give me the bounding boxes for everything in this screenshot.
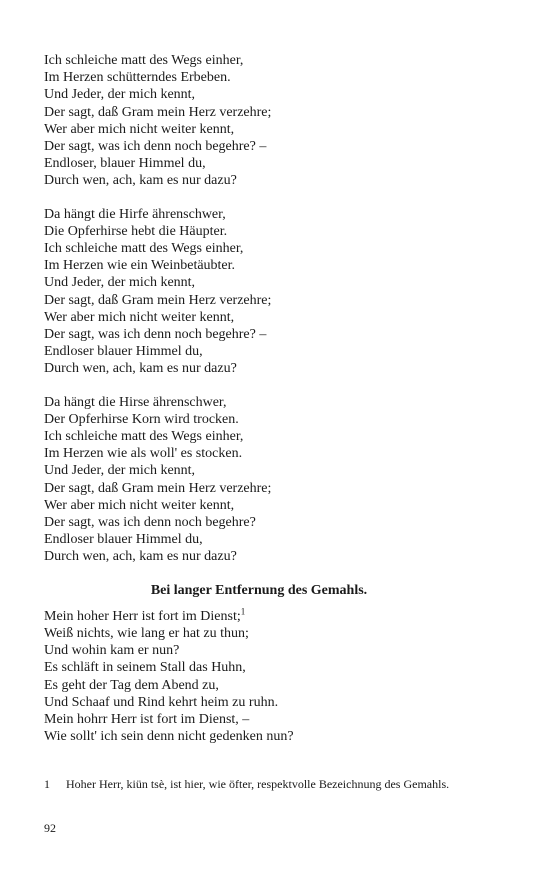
verse-line: Der Opferhirse Korn wird trocken.	[44, 411, 239, 427]
verse-line: Im Herzen wie als woll' es stocken.	[44, 446, 243, 462]
page-number: 92	[44, 821, 56, 835]
verse-line: Durch wen, ach, kam es nur dazu?	[44, 361, 237, 377]
verse-line: Wer aber mich nicht weiter kennt,	[44, 121, 235, 137]
verse-line: Wer aber mich nicht weiter kennt,	[44, 497, 235, 513]
verse-line: Ich schleiche matt des Wegs einher,	[44, 429, 244, 445]
verse-line: Da hängt die Hirse ährenschwer,	[44, 394, 227, 410]
verse-line: Wer aber mich nicht weiter kennt,	[44, 309, 235, 325]
page-body	[44, 52, 474, 761]
verse-line: Endloser blauer Himmel du,	[44, 532, 203, 548]
verse-line: Der sagt, was ich denn noch begehre? –	[44, 139, 267, 155]
verse-line: Mein hohrr Herr ist fort im Dienst, –	[44, 711, 250, 727]
verse-line: Ich schleiche matt des Wegs einher,	[44, 53, 244, 68]
verse-line: Und Jeder, der mich kennt,	[44, 87, 196, 103]
verse-line: Und Schaaf und Rind kehrt heim zu ruhn.	[44, 694, 279, 710]
verse-line: Im Herzen wie ein Weinbetäubter.	[44, 258, 236, 274]
verse-line: Es schläft in seinem Stall das Huhn,	[44, 660, 246, 676]
verse-line: Es geht der Tag dem Abend zu,	[44, 677, 219, 693]
verse-line: Endloser blauer Himmel du,	[44, 344, 203, 360]
stanza-1	[44, 52, 474, 190]
verse-line: Da hängt die Hirfe ährenschwer,	[44, 206, 226, 222]
stanza-2	[44, 206, 474, 378]
verse-line: Und Jeder, der mich kennt,	[44, 463, 196, 479]
verse-line: Der sagt, was ich denn noch begehre? –	[44, 327, 267, 343]
poem-title: Bei langer Entfernung des Gemahls.	[150, 582, 368, 598]
verse-line: Im Herzen schütterndes Erbeben.	[44, 70, 231, 86]
verse-line: Der sagt, daß Gram mein Herz verzehre;	[44, 480, 272, 496]
footnote-text: Hoher Herr, kiün tsè, ist hier, wie öfter, respektvolle Bezeichnung des Gemahls.	[66, 777, 450, 791]
footnote-number: 1	[44, 777, 50, 791]
verse-line: Die Opferhirse hebt die Häupter.	[44, 223, 228, 239]
stanza-poem2	[44, 608, 474, 746]
stanza-3	[44, 394, 474, 566]
footnote-reference[interactable]: 1	[240, 606, 246, 617]
verse-line: Endloser, blauer Himmel du,	[44, 156, 206, 172]
verse-text: Mein hoher Herr ist fort im Dienst;	[44, 608, 241, 624]
verse-line: Der sagt, daß Gram mein Herz verzehre;	[44, 104, 272, 120]
verse-line: Durch wen, ach, kam es nur dazu?	[44, 549, 237, 565]
verse-line	[44, 608, 474, 625]
footnote	[44, 777, 468, 792]
verse-line: Durch wen, ach, kam es nur dazu?	[44, 173, 237, 189]
verse-line: Wie sollt' ich sein denn nicht gedenken nun?	[44, 729, 294, 745]
verse-line: Ich schleiche matt des Wegs einher,	[44, 241, 244, 257]
verse-line: Der sagt, was ich denn noch begehre?	[44, 515, 256, 531]
verse-line: Der sagt, daß Gram mein Herz verzehre;	[44, 292, 272, 308]
verse-line: Weiß nichts, wie lang er hat zu thun;	[44, 625, 249, 641]
verse-line: Und Jeder, der mich kennt,	[44, 275, 196, 291]
verse-line: Und wohin kam er nun?	[44, 643, 180, 659]
